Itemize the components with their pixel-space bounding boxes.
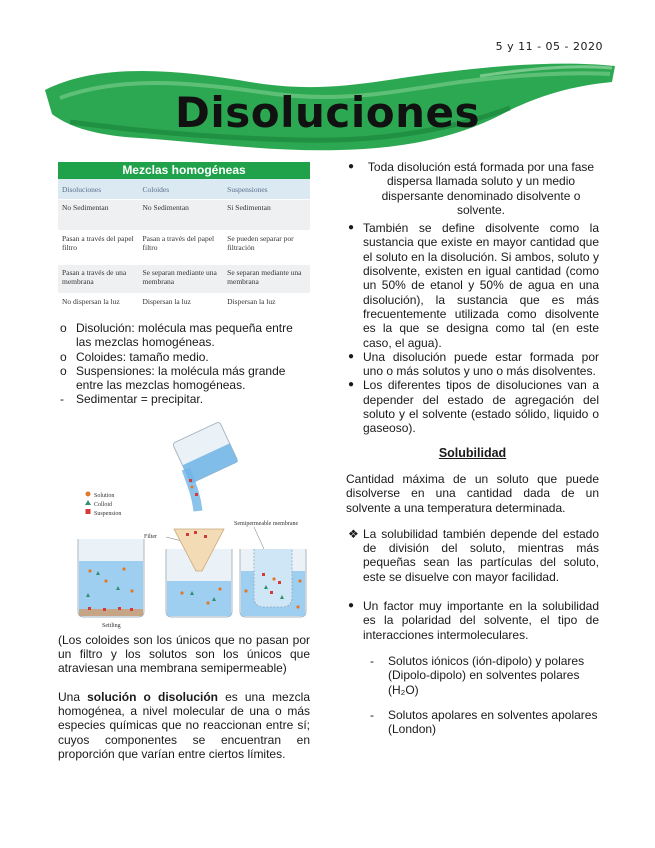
legend-suspension-label: Suspension [94, 510, 122, 517]
table-row [58, 231, 310, 265]
table-cell: Pasan a través del papel filtro [138, 231, 223, 265]
bullet-icon: ● [348, 350, 355, 362]
solubilidad-diamond-list [346, 527, 599, 584]
bullet-marker: o [60, 363, 67, 378]
list-item-text: También se define disolvente como la sustancia que existe en mayor cantidad que el soluto en la disolución. Si ambos, soluto y disolvente, existen en igual cantidad (como un 50% de etanol y 50% de agua en una disolución), la sustancia que es más frecuentemente utilizada como disolvente es la que se designa como tal (en este caso, el agua). [363, 221, 599, 350]
bullet-marker: o [60, 321, 67, 335]
list-item [58, 392, 310, 406]
table-heading: Mezclas homogéneas [58, 162, 310, 179]
table-cell: No dispersan la luz [58, 294, 138, 313]
beakers-illustration [58, 421, 310, 629]
list-item-text: Disolución: molécula mas pequeña entre las mezclas homogéneas. [76, 321, 293, 350]
table-cell: Dispersan la luz [138, 294, 223, 313]
dash-marker: - [370, 707, 374, 722]
bullet-icon: ● [348, 222, 355, 234]
list-item-text: Un factor muy importante en la solubilidad es la polaridad del solvente, el tipo de interacciones intermoleculares. [363, 599, 599, 642]
table-cell: Pasan a través de una membrana [58, 265, 138, 294]
legend-solution-label: Solution [94, 492, 115, 499]
date: 5 y 11 - 05 - 2020 [495, 40, 603, 53]
bullet-icon: ● [348, 379, 355, 391]
list-item [58, 321, 310, 350]
table-row [58, 294, 310, 313]
list-item [346, 527, 599, 584]
table-cell: Se separan mediante una membrana [223, 265, 310, 294]
list-item [346, 708, 599, 737]
definition-paragraph [58, 690, 310, 761]
list-item-text: Coloides: tamaño medio. [76, 349, 209, 364]
list-item [346, 654, 599, 697]
mixtures-illustration [58, 421, 310, 629]
definition-text: es una mezcla homogénea, a nivel molecular de una o más especies químicas que no reaccionan entre sí; cuyos componentes se encuentran en proporción que varían entre ciertos límites. [58, 689, 310, 761]
list-item [346, 160, 599, 217]
list-item-text: Solutos iónicos (ión-dipolo) y polares (Dipolo-dipolo) en solventes polares (H₂O) [388, 653, 585, 697]
membrane-beaker [240, 549, 306, 617]
left-column [58, 162, 310, 761]
solubilidad-polarity-list [346, 599, 599, 642]
membrane-label: Semipermeable membrane [234, 520, 299, 527]
solution-legend-dot [86, 491, 91, 496]
colloid-legend-triangle [85, 500, 91, 505]
diamond-bullet-icon: ❖ [348, 526, 359, 541]
page-title: Disoluciones [175, 88, 480, 137]
dissolution-facts-list [346, 160, 599, 436]
list-item [58, 364, 310, 393]
table-cell: No Sedimentan [138, 200, 223, 231]
list-item [346, 350, 599, 379]
bullet-icon: ● [348, 600, 355, 612]
legend-colloid-label: Colloid [94, 501, 113, 508]
table-column-header: Disoluciones [58, 179, 138, 200]
dash-marker: - [370, 653, 374, 668]
list-item-text: La solubilidad también depende del estado de división del soluto, mientras más pequeñas sean las partículas del soluto, este se disuelve con mayor facilidad. [363, 526, 599, 584]
filter-beaker [166, 529, 232, 617]
filter-label: Filter [144, 533, 157, 540]
right-column [346, 160, 599, 747]
definition-text: Una [58, 689, 88, 704]
list-item [346, 221, 599, 350]
solubilidad-definition: Cantidad máxima de un soluto que puede disolverse en una cantidad dada de un solvente a una temperatura determinada. [346, 471, 599, 515]
table-cell: No Sedimentan [58, 200, 138, 231]
table-column-header: Suspensiones [223, 179, 310, 200]
list-item-text: Sedimentar = precipitar. [76, 392, 204, 407]
settling-label: Settling [102, 622, 121, 629]
list-item [346, 599, 599, 642]
table-row [58, 200, 310, 231]
colloid-note: (Los coloides son los únicos que no pasan por un filtro y los solutos son los únicos que atraviesan una membrana semipermeable) [58, 632, 310, 676]
suspension-legend-square [86, 509, 91, 514]
bullet-marker: o [60, 349, 67, 364]
table-cell: Pasan a través del papel filtro [58, 231, 138, 265]
table-row [58, 265, 310, 294]
solute-solvent-list [346, 654, 599, 736]
list-item-text: Toda disolución está formada por una fase dispersa llamada soluto y un medio dispersante denominado disolvente o solvente. [367, 160, 595, 217]
mixture-notes-list [58, 321, 310, 407]
table-cell: Se pueden separar por filtración [223, 231, 310, 265]
settling-beaker [78, 539, 144, 617]
mixtures-table [58, 179, 310, 313]
list-item-text: Solutos apolares en solventes apolares (London) [388, 707, 598, 737]
solubilidad-heading: Solubilidad [438, 445, 507, 460]
list-item-text: Suspensiones: la molécula más grande entre las mezclas homogéneas. [76, 363, 286, 393]
list-item [58, 350, 310, 364]
definition-term: solución o disolución [87, 689, 218, 704]
table-cell: Si Sedimentan [223, 200, 310, 231]
bullet-icon: ● [348, 161, 355, 172]
list-item [346, 378, 599, 435]
table-cell: Se separan mediante una membrana [138, 265, 223, 294]
list-item-text: Los diferentes tipos de disoluciones van a depender del estado de agregación del soluto y el solvente (estado sólido, liquido o gaseoso). [363, 378, 599, 436]
bullet-marker: - [60, 392, 64, 407]
table-column-header: Coloides [138, 179, 223, 200]
list-item-text: Una disolución puede estar formada por uno o más solutos y uno o más disolventes. [363, 349, 599, 379]
table-cell: Dispersan la luz [223, 294, 310, 313]
